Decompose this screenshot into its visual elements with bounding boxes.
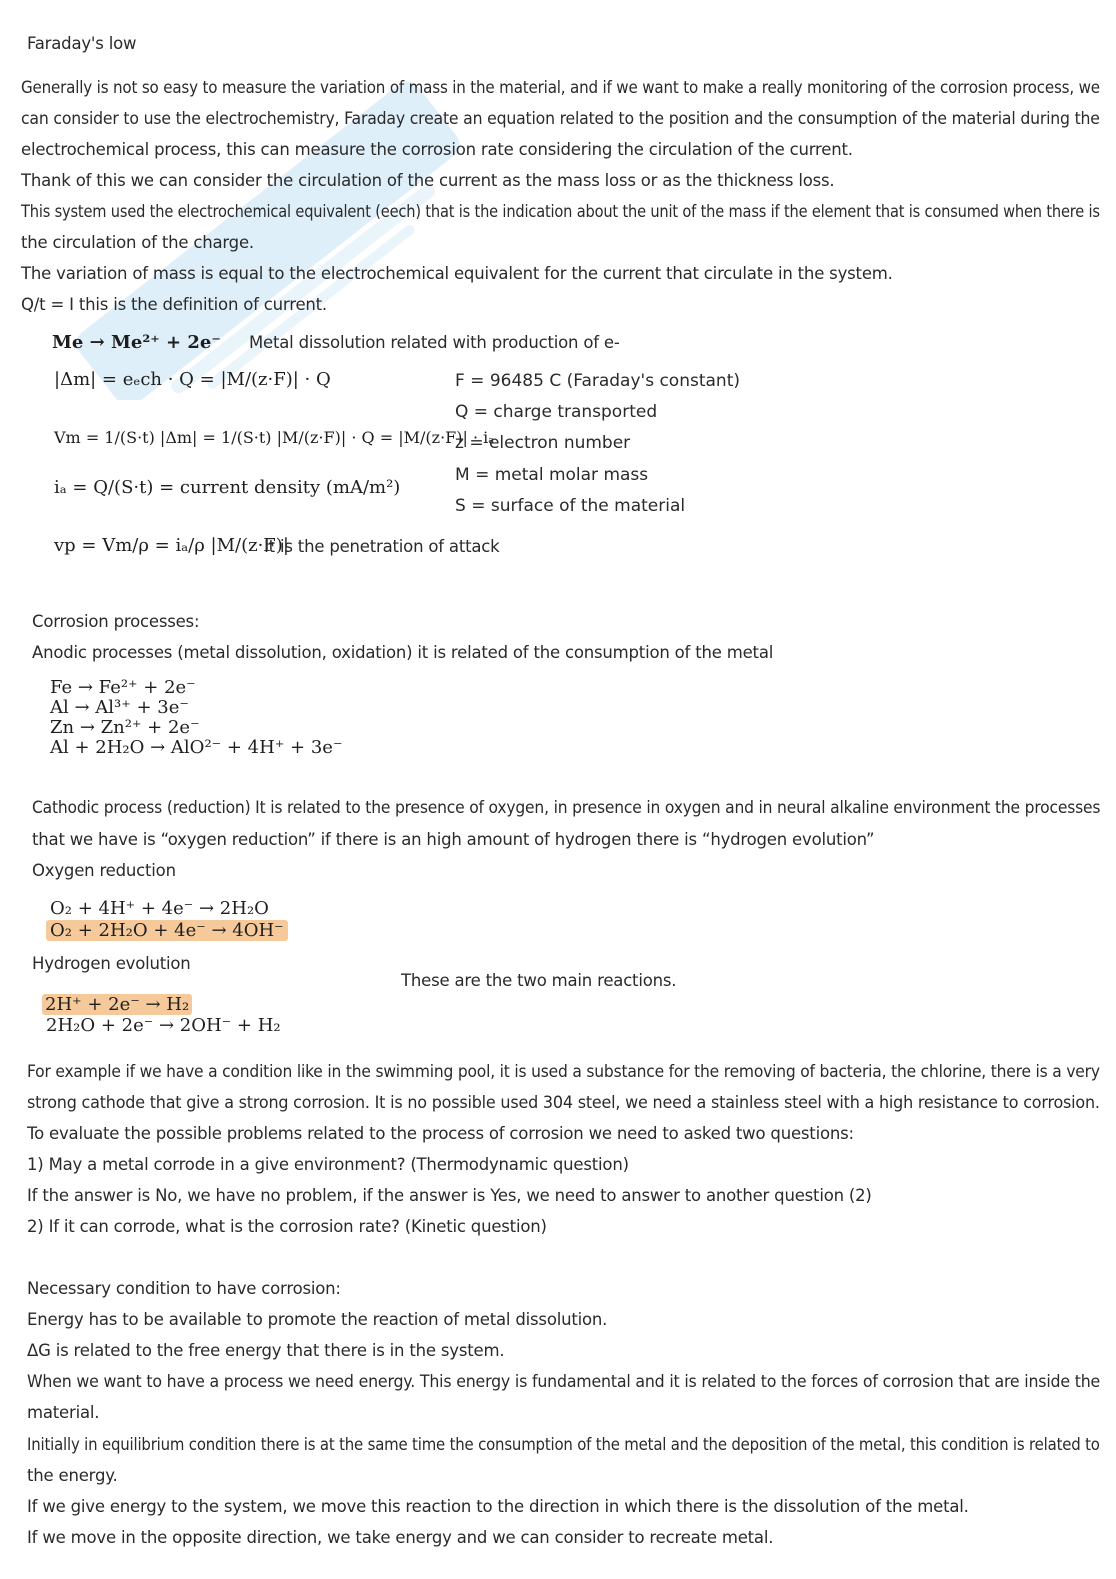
main-reactions-note: These are the two main reactions. [401,971,677,990]
cathodic-text: that we have is “oxygen reduction” if there is an high amount of hydrogen there is “hydrogen evolution” [32,830,875,849]
text-line: The variation of mass is equal to the electrochemical equivalent for the current that circulate in the system. [21,264,893,283]
text-line: 2) If it can corrode, what is the corrosion rate? (Kinetic question) [27,1217,547,1236]
text-line: 1) May a metal corrode in a give environment? (Thermodynamic question) [27,1155,629,1174]
text-line: ΔG is related to the free energy that there is in the system. [27,1341,505,1360]
text-line: strong cathode that give a strong corrosion. It is no possible used 304 steel, we need a stainless steel with a high resistance to corrosion. [27,1093,1100,1112]
section-heading: Corrosion processes: [32,612,200,631]
formula-vp: vp = Vm/ρ = iₐ/ρ |M/(z·F)| [54,535,289,556]
text-line: Generally is not so easy to measure the variation of mass in the material, and if we want to make a really monitoring of the corrosion process, we [21,78,1100,97]
hydrogen-reaction-highlighted [42,995,192,1015]
legend-item: z = electron number [455,433,631,453]
text-line: If the answer is No, we have no problem, if the answer is Yes, we need to answer to another question (2) [27,1186,872,1205]
hydrogen-reaction: 2H₂O + 2e⁻ → 2OH⁻ + H₂ [46,1015,281,1036]
oxygen-reaction: O₂ + 4H⁺ + 4e⁻ → 2H₂O [50,898,269,919]
text-line: can consider to use the electrochemistry, Faraday create an equation related to the position and the consumption of the material during the [21,109,1100,128]
legend-item: Q = charge transported [455,402,658,422]
text-line: If we give energy to the system, we move this reaction to the direction in which there is the dissolution of the metal. [27,1497,969,1516]
highlight-mark: O₂ + 2H₂O + 4e⁻ → 4OH⁻ [46,920,288,941]
oxygen-reaction-highlighted [46,921,288,941]
cathodic-text: Cathodic process (reduction) It is related to the presence of oxygen, in presence in oxygen and in neural alkaline environment the processes [32,798,1101,817]
text-line: Thank of this we can consider the circulation of the current as the mass loss or as the thickness loss. [21,171,835,190]
anodic-text: Anodic processes (metal dissolution, oxidation) it is related of the consumption of the metal [32,643,774,662]
hydrogen-heading: Hydrogen evolution [32,954,191,973]
highlight-mark: 2H⁺ + 2e⁻ → H₂ [42,994,192,1015]
text-line: When we want to have a process we need energy. This energy is fundamental and it is related to the forces of corrosion that are inside the [27,1372,1101,1391]
legend-item: F = 96485 C (Faraday's constant) [455,371,740,391]
text-line: the energy. [27,1466,118,1485]
page-title: Faraday's low [27,34,137,53]
anodic-reaction: Al + 2H₂O → AlO²⁻ + 4H⁺ + 3e⁻ [50,737,343,758]
reaction-note: Metal dissolution related with production of e- [249,333,620,352]
anodic-reaction: Zn → Zn²⁺ + 2e⁻ [50,717,200,738]
formula-mass: |Δm| = eₑch · Q = |M/(z·F)| · Q [54,369,331,390]
text-line: For example if we have a condition like in the swimming pool, it is used a substance for the removing of bacteria, the chlorine, there is a very [27,1062,1100,1081]
anodic-reaction: Fe → Fe²⁺ + 2e⁻ [50,677,196,698]
text-line: To evaluate the possible problems related to the process of corrosion we need to asked two questions: [27,1124,854,1143]
formula-vm: Vm = 1/(S·t) |Δm| = 1/(S·t) |M/(z·F)| · Q = |M/(z·F)| · iₐ [54,428,495,447]
text-line: This system used the electrochemical equivalent (eech) that is the indication about the unit of the mass if the element that is consumed when there is [21,202,1100,221]
vp-note: It is the penetration of attack [264,537,500,556]
oxygen-heading: Oxygen reduction [32,861,176,880]
legend-item: M = metal molar mass [455,465,649,485]
text-line: If we move in the opposite direction, we take energy and we can consider to recreate metal. [27,1528,774,1547]
formula-reaction: Me → Me²⁺ + 2e⁻ [52,332,221,353]
formula-ia: iₐ = Q/(S·t) = current density (mA/m²) [54,477,401,498]
text-line: the circulation of the charge. [21,233,254,252]
text-line: Energy has to be available to promote the reaction of metal dissolution. [27,1310,608,1329]
text-line: Necessary condition to have corrosion: [27,1279,341,1298]
anodic-reaction: Al → Al³⁺ + 3e⁻ [50,697,189,718]
text-line: material. [27,1403,100,1422]
text-line: electrochemical process, this can measure the corrosion rate considering the circulation of the current. [21,140,853,159]
legend-item: S = surface of the material [455,496,686,516]
text-line: Initially in equilibrium condition there is at the same time the consumption of the metal and the deposition of the metal, this condition is related to [27,1435,1100,1454]
text-line: Q/t = I this is the definition of current. [21,295,327,314]
